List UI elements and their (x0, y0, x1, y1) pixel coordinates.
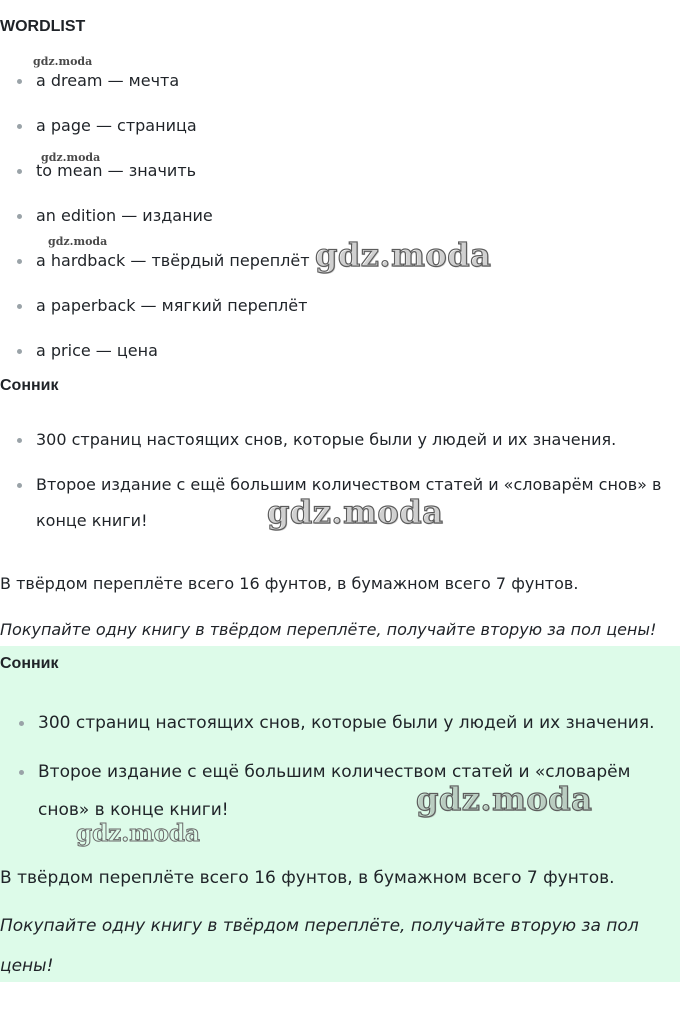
bullet-icon (17, 438, 22, 443)
watermark: gdz.moda (76, 820, 200, 847)
bullet-icon (17, 79, 22, 84)
watermark: gdz.moda (315, 236, 492, 274)
bullet-icon (17, 169, 22, 174)
offer-text-continuation: цены! (0, 956, 54, 976)
section-heading: Сонник (0, 655, 59, 672)
bullet-icon (17, 349, 22, 354)
highlight-block: Сонник 300 страниц настоящих снов, которые были у людей и их значения. Второе издание с ещё большим количеством статей и «словарём снов» в конце книги! В твёрдом переплёте всего 16 фунтов, в бумажном всего 7 фунтов. Покупайте одну книгу в твёрдом переплёте, получайте вторую за пол цены! (0, 646, 680, 982)
bullet-icon (17, 483, 22, 488)
page: WORDLIST a dream — мечта a page — страница to mean — значить an edition — издание a hardback — твёрдый переплёт a paperback — мягкий переплёт a price — цена Сонник 300 страниц настоящих снов, которые были у людей и их значения. Второе издание с ещё большим количеством статей и «словарём снов» в конце книги! В твёрдом переплёте всего 16 фунтов, в бумажном всего 7 фунтов. Покупайте одну книгу в твёрдом переплёте, получайте вторую за пол цены! Сонник 300 страниц настоящих снов, которые были у людей и их значения. Второе издание с ещё большим количеством статей и «словарём снов» в конце книги! В твёрдом переплёте всего 16 фунтов, в бумажном всего 7 фунтов. Покупайте одну книгу в твёрдом переплёте, получайте вторую за пол цены! gdz.moda gdz.moda gdz.moda gdz.moda gdz.moda gdz.moda gdz.moda (0, 0, 680, 1018)
bullet-icon (17, 124, 22, 129)
bullet-icon (19, 770, 24, 775)
wordlist-heading: WORDLIST (0, 18, 86, 35)
bullet-icon (17, 304, 22, 309)
watermark: gdz.moda (416, 780, 593, 818)
bullet-icon (17, 259, 22, 264)
watermark: gdz.moda (48, 235, 108, 248)
section-heading: Сонник (0, 377, 59, 394)
price-text: В твёрдом переплёте всего 16 фунтов, в бумажном всего 7 фунтов. (0, 868, 615, 888)
watermark: gdz.moda (33, 55, 93, 68)
price-text: В твёрдом переплёте всего 16 фунтов, в бумажном всего 7 фунтов. (0, 574, 579, 593)
offer-text: Покупайте одну книгу в твёрдом переплёте, получайте вторую за пол цены! (0, 620, 657, 639)
offer-text: Покупайте одну книгу в твёрдом переплёте, получайте вторую за пол (0, 916, 639, 936)
watermark: gdz.moda (41, 151, 101, 164)
watermark: gdz.moda (267, 493, 444, 531)
bullet-icon (17, 214, 22, 219)
bullet-icon (19, 721, 24, 726)
